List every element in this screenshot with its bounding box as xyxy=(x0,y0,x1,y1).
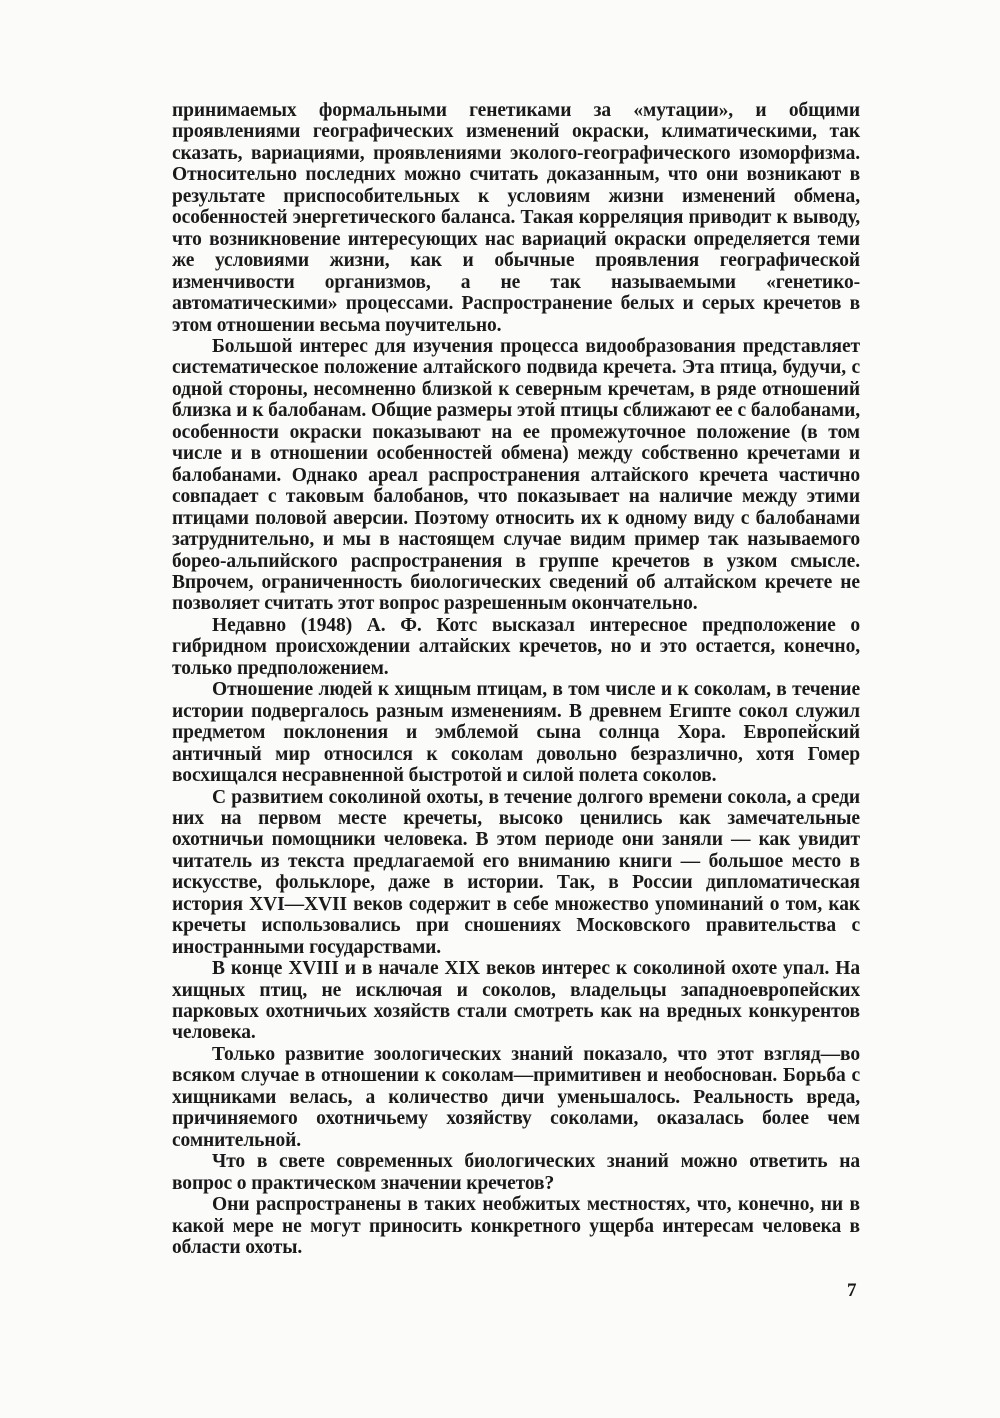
paragraph-5: С развитием соколиной охоты, в течение долгого времени сокола, а среди них на первом месте кречеты, высоко ценились как замечательные охотничьи помощники человека. В этом периоде они заняли — как увидит читатель из текста предлагаемой его вниманию книги — большое место в искусстве, фольклоре, даже в истории. Так, в России дипломатическая история XVI—XVII веков содержит в себе множество упоминаний о том, как кречеты использовались при сношениях Московского правительства с иностранными государствами. xyxy=(172,786,860,958)
paragraph-2: Большой интерес для изучения процесса видообразования представляет систематическое положение алтайского подвида кречета. Эта птица, будучи, с одной стороны, несомненно близкой к северным кречетам, в ряде отношений близка и к балобанам. Общие размеры этой птицы сближают ее с балобанами, особенности окраски показывают на ее промежуточное положение (в том числе и в отношении особенностей обмена) между собственно кречетами и балобанами. Однако ареал распространения алтайского кречета частично совпадает с таковым балобанов, что показывает на наличие между этими птицами половой аверсии. Поэтому относить их к одному виду с балобанами затруднительно, и мы в настоящем случае видим пример так называемого борео-альпийского распространения в группе кречетов в узком смысле. Впрочем, ограниченность биологических сведений об алтайском кречете не позволяет считать этот вопрос разрешенным окончательно. xyxy=(172,335,860,615)
paragraph-3: Недавно (1948) А. Ф. Котс высказал интересное предположение о гибридном происхождении алтайских кречетов, но и это остается, конечно, только предположением. xyxy=(172,614,860,679)
paragraph-7: Только развитие зоологических знаний показало, что этот взгляд—во всяком случае в отношении к соколам—примитивен и необоснован. Борьба с хищниками велась, а количество дичи уменьшалось. Реальность вреда, причиняемого охотничьему хозяйству соколами, оказалась более чем сомнительной. xyxy=(172,1043,860,1151)
paragraph-6: В конце XVIII и в начале XIX веков интерес к соколиной охоте упал. На хищных птиц, не исключая и соколов, владельцы западноевропейских парковых охотничьих хозяйств стали смотреть как на вредных конкурентов человека. xyxy=(172,958,860,1044)
paragraph-8: Что в свете современных биологических знаний можно ответить на вопрос о практическом значении кречетов? xyxy=(172,1151,860,1194)
body-text xyxy=(172,100,860,1258)
page-number: 7 xyxy=(847,1280,857,1301)
paragraph-9: Они распространены в таких необжитых местностях, что, конечно, ни в какой мере не могут приносить конкретного ущерба интересам человека в области охоты. xyxy=(172,1194,860,1259)
paragraph-1: принимаемых формальными генетиками за «мутации», и общими проявлениями географических изменений окраски, климатическими, так сказать, вариациями, проявлениями эколого-географического изоморфизма. Относительно последних можно считать доказанным, что они возникают в результате приспособительных к условиям жизни изменений обмена, особенностей энергетического баланса. Такая корреляция приводит к выводу, что возникновение интересующих нас вариаций окраски определяется теми же условиями жизни, как и обычные проявления географической изменчивости организмов, а не так называемыми «генетико-автоматическими» процессами. Распространение белых и серых кречетов в этом отношении весьма поучительно. xyxy=(172,100,860,336)
paragraph-4: Отношение людей к хищным птицам, в том числе и к соколам, в течение истории подвергалось разным изменениям. В древнем Египте сокол служил предметом поклонения и эмблемой сына солнца Хора. Европейский античный мир относился к соколам довольно безразлично, хотя Гомер восхищался несравненной быстротой и силой полета соколов. xyxy=(172,679,860,787)
